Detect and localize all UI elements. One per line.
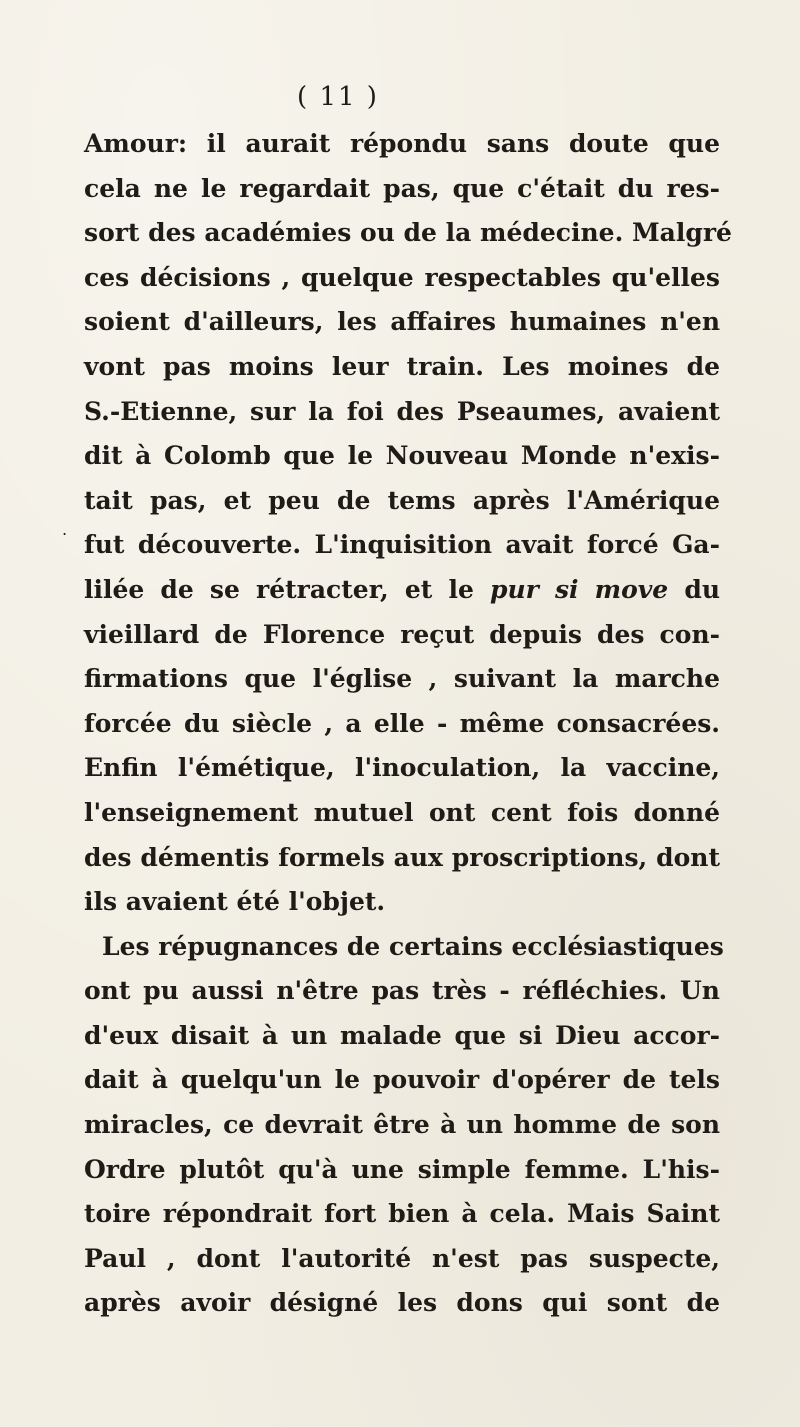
text-line: soient d'ailleurs, les affaires humaines n'en	[84, 307, 720, 337]
text-line: après avoir désigné les dons qui sont de	[84, 1288, 720, 1318]
italic-phrase: pur si move	[490, 574, 669, 604]
text-fragment: du	[668, 574, 720, 604]
text-line: Ordre plutôt qu'à une simple femme. L'his-	[84, 1154, 720, 1184]
text-line: Amour: il aurait répondu sans doute que	[84, 129, 720, 158]
text-line: cela ne le regardait pas, que c'était du res-	[84, 173, 720, 203]
text-line: vieillard de Florence reçut depuis des con-	[84, 619, 720, 649]
text-line: forcée du siècle , a elle - même consacrées.	[84, 708, 720, 738]
text-line: sort des académies ou de la médecine. Malgré	[84, 218, 732, 248]
text-line-with-italic	[84, 568, 720, 613]
text-line: S.-Etienne, sur la foi des Pseaumes, avaient	[84, 396, 720, 426]
text-line-paragraph-end: ils avaient été l'objet.	[84, 887, 386, 917]
margin-mark: .	[62, 520, 68, 539]
page-number: ( 11 )	[297, 82, 379, 112]
text-line: d'eux disait à un malade que si Dieu accor-	[84, 1020, 720, 1050]
text-line-paragraph-start: Les répugnances de certains ecclésiastiques	[102, 931, 724, 961]
text-line: tait pas, et peu de tems après l'Amérique	[84, 485, 720, 515]
text-line: firmations que l'église , suivant la marche	[84, 664, 720, 694]
text-line: l'enseignement mutuel ont cent fois donné	[84, 797, 720, 827]
text-fragment: lilée de se rétracter, et le	[84, 574, 490, 604]
text-line: des démentis formels aux proscriptions, dont	[84, 842, 720, 872]
body-text	[84, 122, 732, 1326]
text-line: miracles, ce devrait être à un homme de son	[84, 1110, 720, 1140]
text-line: dait à quelqu'un le pouvoir d'opérer de tels	[84, 1065, 720, 1095]
text-line: dit à Colomb que le Nouveau Monde n'exis-	[84, 441, 720, 471]
text-line: fut découverte. L'inquisition avait forcé Ga-	[84, 530, 720, 560]
text-line: toire répondrait fort bien à cela. Mais Saint	[84, 1199, 720, 1229]
text-line: ont pu aussi n'être pas très - réfléchies. Un	[84, 976, 720, 1006]
text-line: Enfin l'émétique, l'inoculation, la vaccine,	[84, 753, 720, 783]
text-line: Paul , dont l'autorité n'est pas suspecte,	[84, 1243, 720, 1273]
text-line: ces décisions , quelque respectables qu'elles	[84, 262, 720, 292]
text-line: vont pas moins leur train. Les moines de	[84, 351, 720, 381]
